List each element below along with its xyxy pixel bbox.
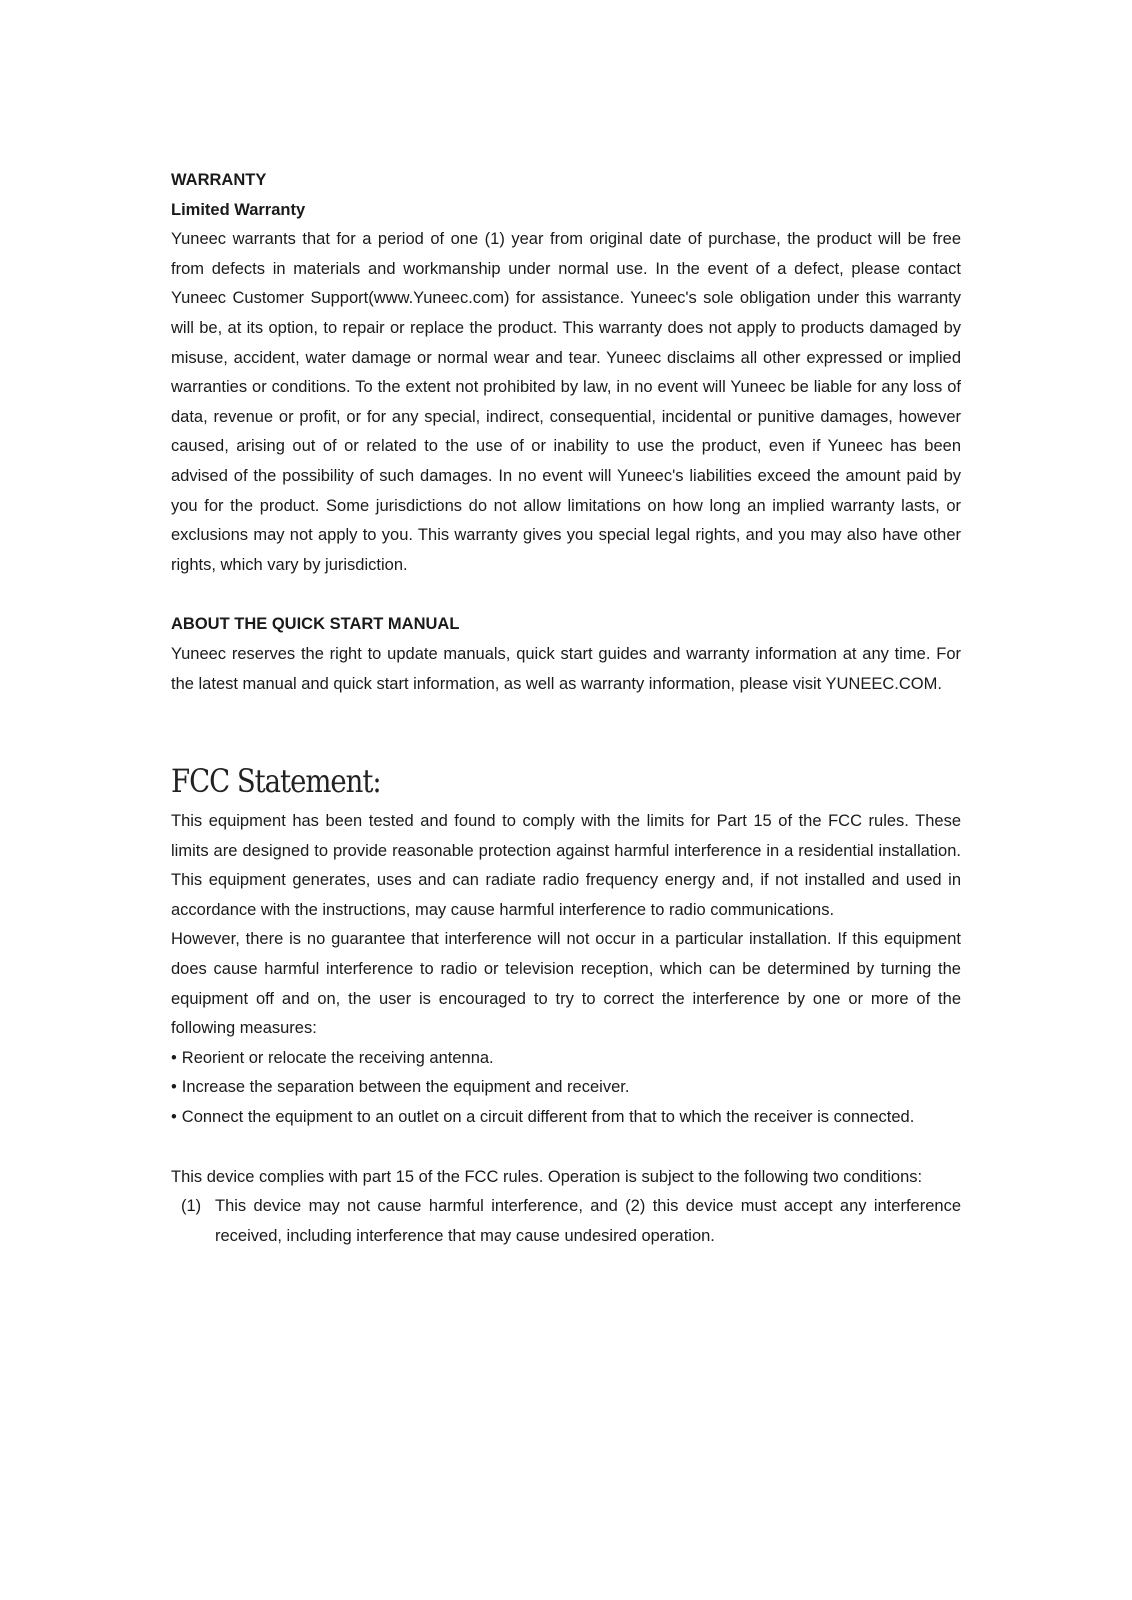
fcc-paragraph-1: This equipment has been tested and found to comply with the limits for Part 15 of the FCC rules. These limits are designed to provide reasonable protection against harmful interference in a residential installation. This equipment generates, uses and can radiate radio frequency energy and, if not installed and used in accordance with the instructions, may cause harmful interference to radio communications. [171, 812, 961, 919]
fcc-condition-item [171, 1192, 961, 1251]
fcc-statement-heading: FCC Statement: [171, 762, 381, 801]
document-page [171, 166, 961, 1251]
warranty-title: WARRANTY [171, 171, 267, 189]
fcc-bullet-item: • Increase the separation between the equipment and receiver. [171, 1073, 961, 1103]
condition-text: This device may not cause harmful interference, and (2) this device must accept any interference received, including interference that may cause undesired operation. [215, 1197, 961, 1245]
limited-warranty-subtitle: Limited Warranty [171, 200, 306, 219]
fcc-paragraph-2: However, there is no guarantee that interference will not occur in a particular installation. If this equipment does cause harmful interference to radio or television reception, which can be determined by turning the equipment off and on, the user is encouraged to try to correct the interference by one or more of the following measures: [171, 930, 961, 1038]
fcc-bullet-item: • Reorient or relocate the receiving antenna. [171, 1044, 961, 1074]
condition-number: (1) [181, 1197, 202, 1216]
quick-start-body: Yuneec reserves the right to update manuals, quick start guides and warranty information at any time. For the latest manual and quick start information, as well as warranty information, please visit YUNEEC.COM. [171, 644, 961, 693]
fcc-paragraph-3: This device complies with part 15 of the FCC rules. Operation is subject to the following two conditions: [171, 1167, 923, 1186]
fcc-bullet-item: • Connect the equipment to an outlet on a circuit different from that to which the receiver is connected. [171, 1103, 961, 1133]
quick-start-title: ABOUT THE QUICK START MANUAL [171, 615, 460, 634]
warranty-body: Yuneec warrants that for a period of one (1) year from original date of purchase, the product will be free from defects in materials and workmanship under normal use. In the event of a defect, please contact Yuneec Customer Support(www.Yuneec.com) for assistance. Yuneec's sole obligation under this warranty will be, at its option, to repair or replace the product. This warranty does not apply to products damaged by misuse, accident, water damage or normal wear and tear. Yuneec disclaims all other expressed or implied warranties or conditions. To the extent not prohibited by law, in no event will Yuneec be liable for any loss of data, revenue or profit, or for any special, indirect, consequential, incidental or punitive damages, however caused, arising out of or related to the use of or inability to use the product, even if Yuneec has been advised of the possibility of such damages. In no event will Yuneec's liabilities exceed the amount paid by you for the product. Some jurisdictions do not allow limitations on how long an implied warranty lasts, or exclusions may not apply to you. This warranty gives you special legal rights, and you may also have other rights, which vary by jurisdiction. [171, 230, 961, 574]
